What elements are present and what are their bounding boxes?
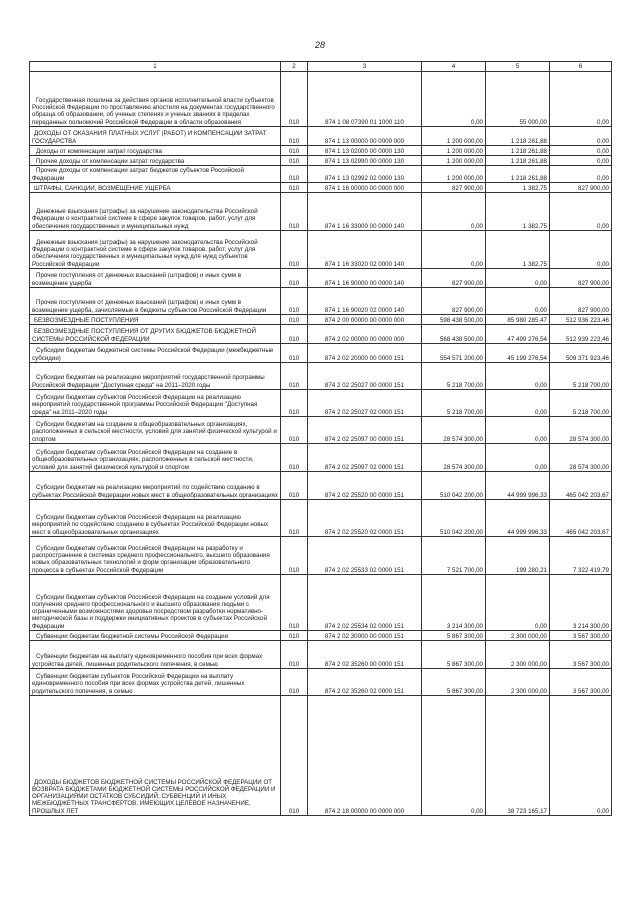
row-value-col5: 2 300 000,00 (486, 641, 550, 669)
row-budget-code: 874 1 13 02992 02 0000 130 (308, 166, 422, 183)
row-value-col5: 1 382,75 (486, 183, 550, 193)
row-name: Субсидии бюджетам субъектов Российской Федерации на создание в общеобразовательных организациях, расположенных в сельской местности, условий для занятий физической культурой и спортом (30, 444, 281, 472)
row-value-col6: 3 214 300,00 (550, 575, 612, 631)
row-name: БЕЗВОЗМЕЗДНЫЕ ПОСТУПЛЕНИЯ (30, 315, 281, 325)
row-code: 010 (281, 363, 308, 390)
row-value-col6: 0,00 (550, 156, 612, 166)
row-value-col6: 28 574 300,00 (550, 417, 612, 444)
row-budget-code: 874 1 13 02000 00 0000 130 (308, 146, 422, 156)
page-number: 28 (314, 40, 325, 50)
row-value-col5: 1 218 261,88 (486, 146, 550, 156)
row-value-col5: 1 218 261,88 (486, 156, 550, 166)
table-row (30, 472, 612, 500)
row-value-col4: 598 438 500,00 (422, 315, 486, 325)
row-value-col6: 0,00 (550, 127, 612, 146)
row-budget-code: 874 2 02 25533 02 0000 151 (308, 537, 422, 575)
row-value-col6: 512 939 223,46 (550, 325, 612, 344)
row-name: Субсидии бюджетам бюджетной системы Российской Федерации (межбюджетные субсидии) (30, 344, 281, 363)
row-code: 010 (281, 641, 308, 669)
row-code: 010 (281, 156, 308, 166)
row-budget-code: 874 2 02 25534 02 0000 151 (308, 575, 422, 631)
row-value-col4: 5 218 700,00 (422, 363, 486, 390)
row-name: Субсидии бюджетам субъектов Российской Федерации на реализацию мероприятий государственной программы Российской Федерации "Доступная среда" на 2011–2020 годы (30, 390, 281, 417)
row-name: Государственная пошлина за действия органов исполнительной власти субъектов Российской Федерации по проставлению апостиля на документах государственного образца об образовании, об ученых степенях и ученых званиях в пределах переданных полномочий Российской Федерации в области образования (30, 72, 281, 127)
table-header-row (30, 62, 612, 72)
row-budget-code: 874 1 13 00000 00 0000 000 (308, 127, 422, 146)
row-value-col5: 199 280,21 (486, 537, 550, 575)
row-value-col4: 5 867 300,00 (422, 641, 486, 669)
row-code: 010 (281, 669, 308, 696)
row-value-col4: 1 200 000,00 (422, 166, 486, 183)
row-value-col4: 0,00 (422, 193, 486, 231)
row-value-col6: 0,00 (550, 72, 612, 127)
row-code: 010 (281, 193, 308, 231)
row-value-col5: 0,00 (486, 444, 550, 472)
row-value-col6: 827 900,00 (550, 269, 612, 288)
row-budget-code: 874 1 08 07390 01 1000 110 (308, 72, 422, 127)
row-value-col6: 3 567 300,00 (550, 641, 612, 669)
row-value-col6: 5 218 700,00 (550, 363, 612, 390)
row-code: 010 (281, 231, 308, 269)
row-budget-code: 874 2 00 00000 00 0000 000 (308, 315, 422, 325)
row-value-col6: 28 574 300,00 (550, 444, 612, 472)
row-budget-code: 874 2 02 25520 02 0000 151 (308, 500, 422, 537)
row-name: Денежные взыскания (штрафы) за нарушение законодательства Российской Федерации о контрактной системе в сфере закупок товаров, работ, услуг для обеспечения государственных и муниципальных нужд (30, 193, 281, 231)
table-row (30, 363, 612, 390)
row-value-col5: 38 723 165,17 (486, 696, 550, 816)
table-row (30, 641, 612, 669)
table-row (30, 444, 612, 472)
table-row (30, 156, 612, 166)
row-code: 010 (281, 417, 308, 444)
row-value-col4: 5 867 300,00 (422, 669, 486, 696)
row-value-col6: 5 218 700,00 (550, 390, 612, 417)
row-name: Прочие поступления от денежных взысканий (штрафов) и иных сумм в возмещение ущерба (30, 269, 281, 288)
row-value-col5: 44 999 996,33 (486, 500, 550, 537)
row-budget-code: 874 1 16 90020 02 0000 140 (308, 288, 422, 315)
row-value-col4: 0,00 (422, 696, 486, 816)
row-value-col5: 1 382,75 (486, 231, 550, 269)
row-value-col6: 465 042 203,67 (550, 472, 612, 500)
row-value-col5: 0,00 (486, 363, 550, 390)
row-value-col6: 827 900,00 (550, 288, 612, 315)
row-name: БЕЗВОЗМЕЗДНЫЕ ПОСТУПЛЕНИЯ ОТ ДРУГИХ БЮДЖЕТОВ БЮДЖЕТНОЙ СИСТЕМЫ РОССИЙСКОЙ ФЕДЕРАЦИИ (30, 325, 281, 344)
row-value-col6: 827 900,00 (550, 183, 612, 193)
row-value-col6: 0,00 (550, 696, 612, 816)
row-value-col5: 0,00 (486, 417, 550, 444)
table-row (30, 500, 612, 537)
row-value-col4: 28 574 300,00 (422, 444, 486, 472)
budget-table (29, 61, 612, 816)
row-code: 010 (281, 390, 308, 417)
table-row (30, 315, 612, 325)
table-row (30, 537, 612, 575)
row-name: Субсидии бюджетам на создание в общеобразовательных организациях, расположенных в сельской местности, условий для занятий физической культурой и спортом (30, 417, 281, 444)
table-row (30, 575, 612, 631)
row-code: 010 (281, 537, 308, 575)
row-budget-code: 874 2 02 30000 00 0000 151 (308, 631, 422, 641)
row-name: Денежные взыскания (штрафы) за нарушение законодательства Российской Федерации о контрактной системе в сфере закупок товаров, работ, услуг для обеспечения государственных и муниципальных нужд для нужд субъектов Российской Федерации (30, 231, 281, 269)
row-value-col5: 55 000,00 (486, 72, 550, 127)
row-value-col6: 509 371 923,46 (550, 344, 612, 363)
row-value-col6: 0,00 (550, 231, 612, 269)
row-name: ДОХОДЫ ОТ ОКАЗАНИЯ ПЛАТНЫХ УСЛУГ (РАБОТ) И КОМПЕНСАЦИИ ЗАТРАТ ГОСУДАРСТВА (30, 127, 281, 146)
row-name: ДОХОДЫ БЮДЖЕТОВ БЮДЖЕТНОЙ СИСТЕМЫ РОССИЙСКОЙ ФЕДЕРАЦИИ ОТ ВОЗВРАТА БЮДЖЕТАМИ БЮДЖЕТНОЙ СИСТЕМЫ РОССИЙСКОЙ ФЕДЕРАЦИИ И ОРГАНИЗАЦИЯМИ ОСТАТКОВ СУБСИДИЙ, СУБВЕНЦИЙ И ИНЫХ МЕЖБЮДЖЕТНЫХ ТРАНСФЕРТОВ, ИМЕЮЩИХ ЦЕЛЕВОЕ НАЗНАЧЕНИЕ, ПРОШЛЫХ ЛЕТ (30, 696, 281, 816)
row-value-col6: 465 042 203,67 (550, 500, 612, 537)
row-name: Субсидии бюджетам на реализацию мероприятий по содействию созданию в субъектах Российской Федерации новых мест в общеобразовательных организациях (30, 472, 281, 500)
row-budget-code: 874 2 02 35260 02 0000 151 (308, 669, 422, 696)
table-row (30, 72, 612, 127)
row-budget-code: 874 2 02 25097 02 0000 151 (308, 444, 422, 472)
row-name: Субсидии бюджетам субъектов Российской Федерации на создание условий для получения среднего профессионального и высшего образования людьми с ограниченными возможностями здоровья посредством разработки нормативно-методической базы и поддержки инициативных проектов в субъектах Российской Федерации (30, 575, 281, 631)
row-value-col4: 1 200 000,00 (422, 146, 486, 156)
row-code: 010 (281, 269, 308, 288)
row-code: 010 (281, 444, 308, 472)
row-value-col4: 0,00 (422, 72, 486, 127)
row-code: 010 (281, 631, 308, 641)
row-name: Субсидии бюджетам субъектов Российской Федерации на разработку и распространение в системах среднего профессионального, высшего образования новых образовательных технологий и форм организации образовательного процесса в субъектах Российской Федерации (30, 537, 281, 575)
row-name: Субвенции бюджетам на выплату единовременного пособия при всех формах устройства детей, лишенных родительского попечения, в семью (30, 641, 281, 669)
column-header: 3 (308, 62, 422, 72)
row-value-col4: 1 200 000,00 (422, 156, 486, 166)
table-row (30, 417, 612, 444)
table-row (30, 166, 612, 183)
row-value-col4: 827 900,00 (422, 183, 486, 193)
row-budget-code: 874 2 02 00000 00 0000 000 (308, 325, 422, 344)
row-name: Субсидии бюджетам на реализацию мероприятий государственной программы Российской Федерации "Доступная среда" на 2011–2020 годы (30, 363, 281, 390)
row-value-col4: 3 214 300,00 (422, 575, 486, 631)
row-value-col6: 3 567 300,00 (550, 669, 612, 696)
row-budget-code: 874 1 16 33020 02 0000 140 (308, 231, 422, 269)
row-budget-code: 874 2 02 25027 02 0000 151 (308, 390, 422, 417)
row-budget-code: 874 1 16 00000 00 0000 000 (308, 183, 422, 193)
row-value-col6: 0,00 (550, 166, 612, 183)
row-value-col5: 45 199 276,54 (486, 344, 550, 363)
table-row (30, 183, 612, 193)
table-row (30, 344, 612, 363)
row-code: 010 (281, 315, 308, 325)
table-row (30, 325, 612, 344)
row-value-col4: 827 900,00 (422, 288, 486, 315)
row-budget-code: 874 2 02 35260 00 0000 151 (308, 641, 422, 669)
table-row (30, 696, 612, 816)
row-value-col4: 510 042 200,00 (422, 500, 486, 537)
row-value-col5: 2 300 000,00 (486, 631, 550, 641)
row-value-col6: 3 567 300,00 (550, 631, 612, 641)
table-row (30, 631, 612, 641)
column-header: 6 (550, 62, 612, 72)
column-header: 1 (30, 62, 281, 72)
table-row (30, 669, 612, 696)
row-value-col5: 1 218 261,88 (486, 127, 550, 146)
row-name: Субсидии бюджетам субъектов Российской Федерации на реализацию мероприятий по содействию созданию в субъектах Российской Федерации новых мест в общеобразовательных организациях (30, 500, 281, 537)
row-value-col4: 554 571 200,00 (422, 344, 486, 363)
row-code: 010 (281, 127, 308, 146)
row-value-col5: 47 499 276,54 (486, 325, 550, 344)
row-code: 010 (281, 575, 308, 631)
table-row (30, 193, 612, 231)
row-value-col4: 5 867 300,00 (422, 631, 486, 641)
row-budget-code: 874 2 02 20000 00 0000 151 (308, 344, 422, 363)
row-value-col6: 512 936 223,46 (550, 315, 612, 325)
row-name: Доходы от компенсации затрат государства (30, 146, 281, 156)
row-name: Субвенции бюджетам бюджетной системы Российской Федерации (30, 631, 281, 641)
row-value-col5: 1 218 261,88 (486, 166, 550, 183)
row-value-col5: 1 382,75 (486, 193, 550, 231)
row-budget-code: 874 1 16 33000 00 0000 140 (308, 193, 422, 231)
row-budget-code: 874 2 02 25097 00 0000 151 (308, 417, 422, 444)
row-budget-code: 874 1 13 02990 00 0000 130 (308, 156, 422, 166)
row-value-col6: 0,00 (550, 193, 612, 231)
column-header: 2 (281, 62, 308, 72)
row-value-col4: 28 574 300,00 (422, 417, 486, 444)
row-budget-code: 874 2 02 25027 00 0000 151 (308, 363, 422, 390)
row-value-col5: 0,00 (486, 269, 550, 288)
row-code: 010 (281, 344, 308, 363)
row-value-col5: 2 300 000,00 (486, 669, 550, 696)
row-value-col4: 568 438 500,00 (422, 325, 486, 344)
row-value-col6: 0,00 (550, 146, 612, 156)
table-row (30, 269, 612, 288)
column-header: 4 (422, 62, 486, 72)
row-code: 010 (281, 472, 308, 500)
row-value-col5: 44 999 996,33 (486, 472, 550, 500)
row-value-col4: 5 218 700,00 (422, 390, 486, 417)
row-name: Прочие доходы от компенсации затрат бюджетов субъектов Российской Федерации (30, 166, 281, 183)
table-row (30, 231, 612, 269)
row-value-col5: 0,00 (486, 390, 550, 417)
row-value-col4: 510 042 200,00 (422, 472, 486, 500)
row-value-col5: 85 980 285,47 (486, 315, 550, 325)
row-code: 010 (281, 325, 308, 344)
row-code: 010 (281, 146, 308, 156)
row-code: 010 (281, 288, 308, 315)
row-value-col6: 7 322 419,79 (550, 537, 612, 575)
row-value-col5: 0,00 (486, 575, 550, 631)
table-row (30, 127, 612, 146)
row-code: 010 (281, 72, 308, 127)
row-code: 010 (281, 183, 308, 193)
row-value-col5: 0,00 (486, 288, 550, 315)
column-header: 5 (486, 62, 550, 72)
row-code: 010 (281, 696, 308, 816)
row-value-col4: 7 521 700,00 (422, 537, 486, 575)
row-value-col4: 827 900,00 (422, 269, 486, 288)
row-code: 010 (281, 500, 308, 537)
row-budget-code: 874 2 02 25520 00 0000 151 (308, 472, 422, 500)
row-value-col4: 1 200 000,00 (422, 127, 486, 146)
row-budget-code: 874 2 18 00000 00 0000 000 (308, 696, 422, 816)
row-value-col4: 0,00 (422, 231, 486, 269)
table-row (30, 390, 612, 417)
table-row (30, 146, 612, 156)
row-name: ШТРАФЫ, САНКЦИИ, ВОЗМЕЩЕНИЕ УЩЕРБА (30, 183, 281, 193)
row-code: 010 (281, 166, 308, 183)
row-budget-code: 874 1 16 90000 00 0000 140 (308, 269, 422, 288)
row-name: Прочие поступления от денежных взысканий (штрафов) и иных сумм в возмещение ущерба, зачисляемые в бюджеты субъектов Российской Федерации (30, 288, 281, 315)
table-row (30, 288, 612, 315)
row-name: Субвенции бюджетам субъектов Российской Федерации на выплату единовременного пособия при всех формах устройства детей, лишенных родительского попечения, в семью (30, 669, 281, 696)
row-name: Прочие доходы от компенсации затрат государства (30, 156, 281, 166)
